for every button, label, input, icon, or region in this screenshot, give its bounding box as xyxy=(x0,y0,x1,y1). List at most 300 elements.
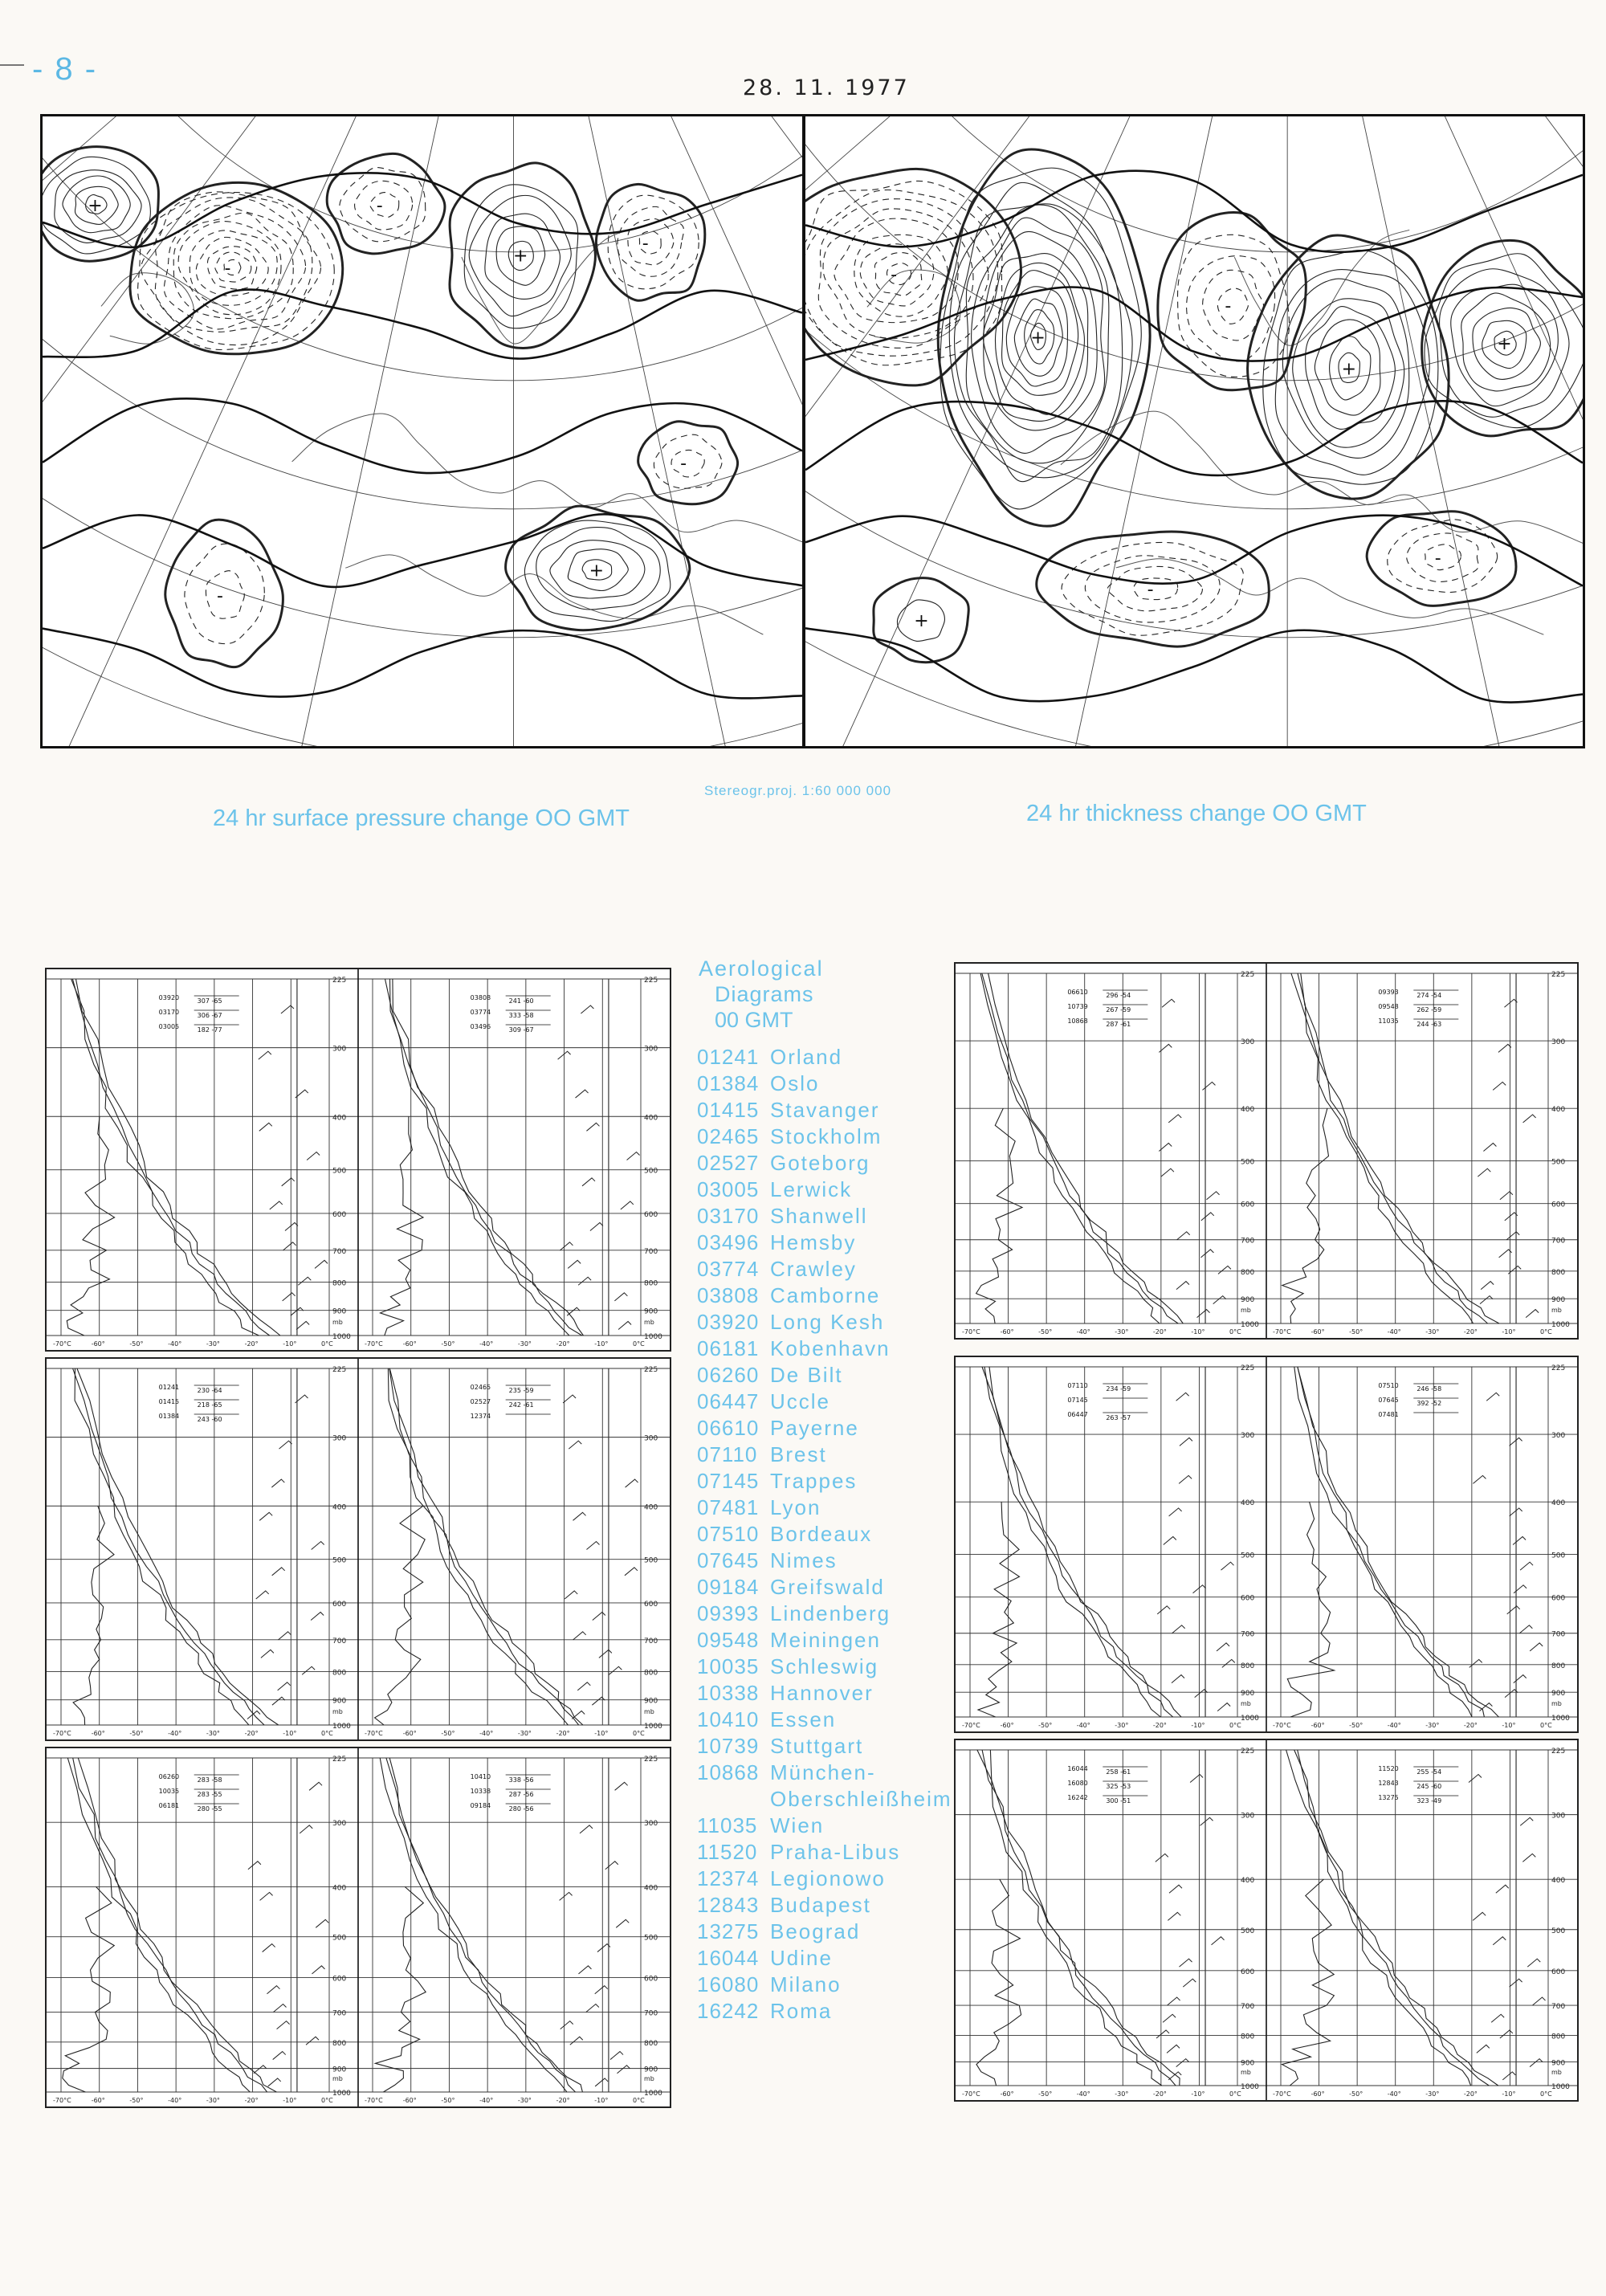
station-name: Goteborg xyxy=(770,1151,870,1175)
wind-barb xyxy=(1217,1703,1230,1711)
wind-barb xyxy=(1478,1168,1490,1177)
dewpoint-curve xyxy=(375,1887,426,2093)
wind-barb xyxy=(576,1090,589,1098)
station-entry xyxy=(697,1336,970,1362)
dewpoint-curve xyxy=(978,1502,1020,1717)
dewpoint-curve xyxy=(1282,1879,1335,2086)
station-value-label: 306 -67 xyxy=(197,1012,222,1019)
station-value-label: 243 -60 xyxy=(197,1416,222,1423)
station-entry xyxy=(697,1283,970,1309)
wind-barb xyxy=(610,2052,623,2060)
station-code: 03170 xyxy=(697,1204,760,1228)
wind-barb xyxy=(1172,1625,1185,1633)
wind-barb xyxy=(256,1591,269,1599)
station-name: Roma xyxy=(770,1999,833,2023)
wind-barb xyxy=(573,1512,586,1520)
station-value-label: 255 -54 xyxy=(1416,1768,1442,1776)
pressure-level-label: 400 xyxy=(1551,1499,1566,1508)
dewpoint-curve xyxy=(73,1506,114,1725)
mb-label: mb xyxy=(1551,1307,1562,1314)
station-code-label: 01241 xyxy=(158,1384,180,1391)
temperature-label: -30° xyxy=(1115,1722,1129,1729)
station-code: 01241 xyxy=(697,1045,760,1069)
wind-barb xyxy=(273,2004,286,2013)
station-code-label: 07110 xyxy=(1067,1382,1088,1389)
station-name: Beograd xyxy=(770,1919,861,1943)
wind-barb xyxy=(1473,1475,1486,1483)
temperature-label: -40° xyxy=(168,1340,182,1348)
wind-barb xyxy=(248,1862,261,1870)
station-name: Lyon xyxy=(770,1495,821,1519)
station-code: 02465 xyxy=(697,1124,760,1148)
wind-barb xyxy=(1221,1562,1233,1570)
station-code: 03005 xyxy=(697,1177,760,1201)
pressure-level-label: 225 xyxy=(1551,1364,1566,1372)
wind-barb xyxy=(560,1892,573,1900)
pressure-level-label: 1000 xyxy=(1241,1321,1259,1329)
wind-barb xyxy=(1200,1250,1213,1258)
temperature-label: -20° xyxy=(1463,1328,1478,1336)
temperature-label: -60° xyxy=(402,1730,417,1737)
wind-barb xyxy=(578,1277,591,1285)
pressure-level-label: 500 xyxy=(1551,1927,1566,1935)
pressure-level-label: 500 xyxy=(644,1934,658,1943)
pressure-level-label: 600 xyxy=(332,1210,347,1219)
wind-barb xyxy=(283,1293,296,1301)
temperature-label: -10° xyxy=(1191,2090,1205,2098)
aerological-diagram-panel xyxy=(954,962,1579,1340)
station-value-label: 241 -60 xyxy=(508,997,534,1005)
station-code-label: 06447 xyxy=(1067,1411,1088,1418)
aerological-diagram-panel xyxy=(45,1357,671,1741)
wind-barb xyxy=(560,1242,573,1250)
temperature-label: -20° xyxy=(1152,2090,1167,2098)
wind-barb xyxy=(572,1711,585,1719)
wind-barb xyxy=(1513,1536,1526,1544)
temperature-label: -40° xyxy=(1387,2090,1401,2098)
wind-barb xyxy=(1176,1282,1189,1290)
wind-barb xyxy=(315,1260,328,1268)
temperature-label: -20° xyxy=(1463,2090,1478,2098)
temperature-label: -10° xyxy=(283,2097,297,2104)
temperature-label: -40° xyxy=(479,1730,494,1737)
temperature-label: -10° xyxy=(594,1340,609,1348)
temperature-label: -60° xyxy=(1000,2090,1014,2098)
station-code: 10035 xyxy=(697,1654,760,1678)
station-name: Meiningen xyxy=(770,1628,881,1652)
station-entry xyxy=(697,1177,970,1203)
wind-barb xyxy=(285,1222,298,1230)
pressure-level-label: 300 xyxy=(644,1820,658,1829)
pressure-level-label: 500 xyxy=(1551,1552,1566,1560)
station-code: 11520 xyxy=(697,1840,758,1864)
station-value-label: 338 -56 xyxy=(508,1776,534,1784)
wind-barb xyxy=(618,1321,631,1329)
station-name: Wien xyxy=(770,1813,825,1837)
station-code: 10410 xyxy=(697,1707,760,1731)
temperature-label: -50° xyxy=(441,2097,455,2104)
wind-barb xyxy=(1473,1912,1486,1920)
wind-barb xyxy=(306,2037,319,2045)
pressure-level-label: 1000 xyxy=(644,1723,662,1731)
center-mark: + xyxy=(512,246,528,267)
wind-barb xyxy=(1483,1143,1496,1151)
diagram-drawing xyxy=(956,1740,1577,2100)
mb-label: mb xyxy=(1551,2069,1562,2076)
pressure-level-label: 500 xyxy=(1241,1552,1255,1560)
pressure-level-label: 600 xyxy=(1241,1201,1255,1209)
temperature-label: -20° xyxy=(244,1730,259,1737)
station-entry xyxy=(697,1044,970,1071)
wind-barb xyxy=(586,1123,599,1131)
pressure-level-label: 300 xyxy=(1241,1432,1255,1441)
station-entry xyxy=(697,1548,970,1574)
center-mark: + xyxy=(914,611,929,632)
wind-barb xyxy=(1533,1997,1546,2005)
temperature-label: -40° xyxy=(1076,2090,1090,2098)
wind-barb xyxy=(1493,1082,1506,1090)
station-name: Hannover xyxy=(770,1681,874,1705)
station-code: 16080 xyxy=(697,1972,760,1996)
wind-barb xyxy=(595,2078,608,2086)
pressure-level-label: 500 xyxy=(644,1167,658,1176)
wind-barb xyxy=(580,1825,593,1833)
pressure-level-label: 225 xyxy=(1551,1747,1566,1756)
wind-barb xyxy=(1222,1659,1235,1667)
station-code-label: 06260 xyxy=(158,1773,180,1780)
wind-barb xyxy=(272,1568,285,1576)
temperature-label: -30° xyxy=(206,1730,220,1737)
station-value-label: 296 -54 xyxy=(1106,992,1131,999)
dewpoint-curve xyxy=(63,1887,115,2093)
mb-label: mb xyxy=(332,1319,343,1326)
pressure-level-label: 900 xyxy=(1551,1690,1566,1699)
pressure-level-label: 800 xyxy=(1241,1268,1255,1277)
pressure-level-label: 1000 xyxy=(1241,1715,1259,1723)
pressure-level-label: 600 xyxy=(1241,1968,1255,1976)
station-entry xyxy=(697,1839,970,1866)
pressure-level-label: 1000 xyxy=(644,1333,662,1341)
wind-barb xyxy=(605,1862,618,1870)
temperature-label: -40° xyxy=(168,2097,182,2104)
wind-barb xyxy=(254,2066,267,2074)
wind-barb xyxy=(1156,1854,1168,1862)
center-mark: - xyxy=(217,585,223,606)
station-code: 03808 xyxy=(697,1283,760,1307)
pressure-level-label: 225 xyxy=(332,977,347,985)
station-code-label: 03005 xyxy=(158,1023,180,1030)
wind-barb xyxy=(259,1051,271,1059)
temperature-label: -10° xyxy=(1191,1328,1205,1336)
wind-barb xyxy=(586,1542,599,1550)
legend-time: 00 GMT xyxy=(715,1008,793,1032)
station-value-label: 280 -55 xyxy=(197,1805,222,1813)
station-code-label: 07645 xyxy=(1378,1397,1399,1404)
pressure-level-label: 1000 xyxy=(1551,2083,1570,2091)
temperature-label: -50° xyxy=(1349,2090,1363,2098)
pressure-level-label: 700 xyxy=(644,2009,658,2018)
wind-barb xyxy=(1506,1232,1519,1240)
wind-barb xyxy=(1168,1115,1181,1123)
pressure-level-label: 700 xyxy=(332,1247,347,1256)
wind-barb xyxy=(260,1892,273,1900)
temperature-label: 0°C xyxy=(1229,2090,1241,2098)
diagram-drawing xyxy=(47,1359,670,1739)
wind-barb xyxy=(1469,1659,1482,1667)
station-code: 10739 xyxy=(697,1734,760,1758)
station-code: 03920 xyxy=(697,1310,760,1334)
page-number: - 8 - xyxy=(32,51,98,87)
station-code-label: 10338 xyxy=(470,1788,491,1795)
temperature-label: -70°C xyxy=(962,1328,980,1336)
wind-barb xyxy=(581,1005,593,1013)
wind-barb xyxy=(296,1321,309,1329)
pressure-level-label: 1000 xyxy=(1551,1715,1570,1723)
temperature-label: 0°C xyxy=(633,1730,645,1737)
station-code-label: 06181 xyxy=(158,1802,180,1809)
wind-barb xyxy=(270,1201,283,1209)
wind-barb xyxy=(1207,1192,1220,1200)
dewpoint-curve xyxy=(381,1116,424,1336)
temperature-label: -10° xyxy=(1502,1328,1516,1336)
page-edge-mark xyxy=(0,64,24,66)
station-value-label: 263 -57 xyxy=(1106,1414,1131,1421)
temperature-label: -60° xyxy=(1310,2090,1325,2098)
station-name: Lindenberg xyxy=(770,1601,891,1625)
dewpoint-curve xyxy=(67,1116,114,1336)
pressure-level-label: 300 xyxy=(644,1434,658,1443)
wind-barb xyxy=(1180,1438,1192,1446)
wind-barb xyxy=(1523,1115,1536,1123)
station-name: Trappes xyxy=(770,1469,858,1493)
dewpoint-curve xyxy=(976,1879,1021,2086)
center-mark: + xyxy=(1341,359,1357,380)
temperature-label: -40° xyxy=(1387,1328,1401,1336)
station-value-label: 235 -59 xyxy=(508,1387,534,1394)
station-code-label: 07510 xyxy=(1378,1382,1399,1389)
temperature-label: -70°C xyxy=(53,1340,71,1348)
wind-barb xyxy=(563,1395,576,1403)
pressure-level-label: 1000 xyxy=(1241,2083,1259,2091)
station-name: Hemsby xyxy=(770,1230,857,1254)
temperature-label: -30° xyxy=(1115,2090,1129,2098)
station-name: Camborne xyxy=(770,1283,881,1307)
temperature-label: -50° xyxy=(129,2097,144,2104)
temperature-label: 0°C xyxy=(633,2097,645,2104)
wind-barb xyxy=(616,1919,629,1927)
station-code-label: 12843 xyxy=(1378,1780,1399,1787)
pressure-level-label: 1000 xyxy=(644,2090,662,2098)
wind-barb xyxy=(307,1152,320,1160)
station-code: 07145 xyxy=(697,1469,760,1493)
temperature-label: -70°C xyxy=(1273,2090,1291,2098)
wind-barb xyxy=(568,1260,581,1268)
station-name: Payerne xyxy=(770,1416,859,1440)
wind-barb xyxy=(1169,1508,1182,1516)
station-name: Orland xyxy=(770,1045,843,1069)
pressure-level-label: 900 xyxy=(1241,1690,1255,1699)
pressure-level-label: 600 xyxy=(1551,1594,1566,1603)
station-value-label: 267 -59 xyxy=(1106,1006,1131,1013)
diagram-drawing xyxy=(956,964,1577,1338)
station-entry xyxy=(697,1495,970,1521)
station-code-label: 09548 xyxy=(1378,1003,1399,1010)
station-entry xyxy=(697,1362,970,1389)
map-drawing xyxy=(43,116,802,746)
wind-barb xyxy=(625,1568,638,1576)
wind-barb xyxy=(609,1666,622,1674)
temperature-label: -30° xyxy=(1425,2090,1440,2098)
projection-note: Stereogr.proj. 1:60 000 000 xyxy=(704,783,892,798)
temperature-label: -20° xyxy=(244,2097,259,2104)
station-name: Stuttgart xyxy=(770,1734,864,1758)
temperature-label: -60° xyxy=(1000,1328,1014,1336)
aerological-diagram-panel xyxy=(45,1747,671,2108)
station-code: 12374 xyxy=(697,1866,760,1890)
temperature-label: -10° xyxy=(1191,1722,1205,1729)
temperature-label: -60° xyxy=(402,1340,417,1348)
station-value-label: 307 -65 xyxy=(197,997,222,1005)
temperature-label: -20° xyxy=(556,2097,570,2104)
temperature-label: -40° xyxy=(1076,1328,1090,1336)
pressure-level-label: 225 xyxy=(1241,971,1255,979)
wind-barb xyxy=(1190,1775,1203,1783)
temperature-label: -30° xyxy=(1425,1328,1440,1336)
wind-barb xyxy=(567,1307,580,1315)
pressure-level-label: 300 xyxy=(332,1434,347,1443)
station-name: Crawley xyxy=(770,1257,857,1281)
wind-barb xyxy=(272,1697,285,1705)
wind-barb xyxy=(261,1650,274,1658)
station-code-label: 16242 xyxy=(1067,1794,1088,1801)
diagram-drawing xyxy=(956,1357,1577,1731)
center-mark: - xyxy=(376,195,383,216)
wind-barb xyxy=(1183,1979,1196,1987)
mb-label: mb xyxy=(644,1708,654,1715)
wind-barb xyxy=(1201,1213,1214,1221)
center-mark: - xyxy=(1434,548,1441,569)
wind-barb xyxy=(1197,1310,1210,1318)
station-code-label: 10868 xyxy=(1067,1017,1088,1025)
station-entry xyxy=(697,1150,970,1177)
wind-barb xyxy=(263,1944,275,1952)
station-value-label: 283 -55 xyxy=(197,1791,222,1798)
wind-barb xyxy=(621,1201,634,1209)
wind-barb xyxy=(283,1242,296,1250)
wind-barb xyxy=(1498,1044,1511,1052)
aerological-legend xyxy=(697,956,970,2025)
surface-pressure-change-map xyxy=(40,114,805,748)
temperature-label: 0°C xyxy=(321,1730,333,1737)
wind-barb xyxy=(259,1512,272,1520)
pressure-level-label: 225 xyxy=(332,1756,347,1764)
wind-barb xyxy=(615,1782,628,1790)
station-value-label: 283 -58 xyxy=(197,1776,222,1784)
wind-barb xyxy=(1172,1675,1184,1683)
station-entry xyxy=(697,1919,970,1945)
station-entry xyxy=(697,1813,970,1839)
station-code-label: 10410 xyxy=(470,1773,491,1780)
station-code: 12843 xyxy=(697,1893,760,1917)
mb-label: mb xyxy=(644,1319,654,1326)
center-mark: - xyxy=(680,454,687,475)
station-code-label: 13275 xyxy=(1378,1794,1399,1801)
wind-barb xyxy=(582,1178,595,1186)
station-value-label: 242 -61 xyxy=(508,1401,534,1409)
station-value-label: 325 -53 xyxy=(1106,1783,1131,1790)
pressure-level-label: 900 xyxy=(1551,2059,1566,2068)
station-code-label: 06610 xyxy=(1067,989,1088,996)
station-code-label: 07481 xyxy=(1378,1411,1399,1418)
pressure-level-label: 300 xyxy=(1241,1812,1255,1821)
pressure-level-label: 500 xyxy=(1241,1927,1255,1935)
temperature-label: -30° xyxy=(517,1730,532,1737)
wind-barb xyxy=(1522,1854,1535,1862)
wind-barb xyxy=(1520,1817,1533,1825)
station-code-label: 02465 xyxy=(470,1384,491,1391)
pressure-level-label: 700 xyxy=(644,1637,658,1646)
station-code-label: 09184 xyxy=(470,1802,491,1809)
pressure-level-label: 300 xyxy=(332,1045,347,1054)
mb-label: mb xyxy=(1241,2069,1251,2076)
pressure-level-label: 300 xyxy=(644,1045,658,1054)
station-value-label: 230 -64 xyxy=(197,1387,222,1394)
wind-barb xyxy=(282,1178,295,1186)
wind-barb xyxy=(1168,1912,1180,1920)
wind-barb xyxy=(577,1682,590,1690)
station-code: 09393 xyxy=(697,1601,760,1625)
pressure-level-label: 600 xyxy=(644,1600,658,1609)
wind-barb xyxy=(1169,1885,1182,1893)
pressure-level-label: 700 xyxy=(1241,1630,1255,1639)
station-entry xyxy=(697,1230,970,1256)
wind-barb xyxy=(1527,1959,1540,1967)
station-code: 10868 xyxy=(697,1760,760,1784)
mb-label: mb xyxy=(1551,1700,1562,1707)
station-name: Stavanger xyxy=(770,1098,880,1122)
wind-barb xyxy=(1167,2045,1180,2053)
wind-barb xyxy=(560,2021,573,2029)
station-name: Udine xyxy=(770,1946,833,1970)
pressure-level-label: 700 xyxy=(644,1247,658,1256)
pressure-level-label: 900 xyxy=(644,1697,658,1706)
wind-barb xyxy=(278,1682,291,1690)
mb-label: mb xyxy=(644,2075,654,2082)
pressure-level-label: 300 xyxy=(332,1820,347,1829)
station-value-label: 287 -56 xyxy=(508,1791,534,1798)
station-code: 07110 xyxy=(697,1442,758,1466)
temperature-label: -20° xyxy=(1463,1722,1478,1729)
station-name: Schleswig xyxy=(770,1654,879,1678)
station-entry xyxy=(697,1760,970,1786)
wind-barb xyxy=(590,1222,603,1230)
station-value-label: 234 -59 xyxy=(1106,1385,1131,1393)
diagram-drawing xyxy=(47,1748,670,2106)
station-code: 09548 xyxy=(697,1628,760,1652)
temperature-label: 0°C xyxy=(321,2097,333,2104)
pressure-level-label: 700 xyxy=(1551,1237,1566,1246)
station-code-label: 03774 xyxy=(470,1009,491,1016)
station-entry xyxy=(697,1442,970,1468)
station-value-label: 287 -61 xyxy=(1106,1021,1131,1028)
temperature-label: -70°C xyxy=(53,2097,71,2104)
center-mark: + xyxy=(88,195,103,216)
station-code: 07510 xyxy=(697,1522,760,1546)
station-name: Brest xyxy=(770,1442,827,1466)
station-code-label: 16080 xyxy=(1067,1780,1088,1787)
station-value-label: 392 -52 xyxy=(1416,1400,1442,1407)
wind-barb xyxy=(565,1591,577,1599)
